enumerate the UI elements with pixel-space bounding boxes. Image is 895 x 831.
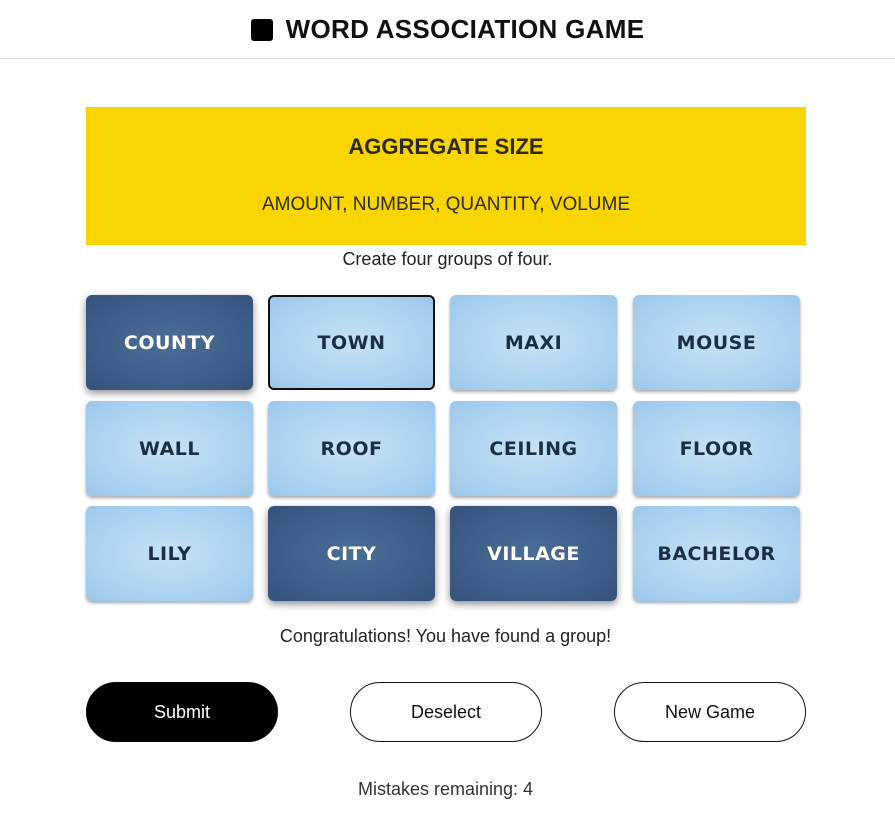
deselect-button[interactable]: Deselect — [350, 682, 542, 742]
header — [0, 0, 895, 59]
word-tile[interactable] — [86, 506, 253, 601]
word-tile[interactable] — [86, 295, 253, 390]
word-tile[interactable] — [268, 506, 435, 601]
tile-label: ROOF — [320, 437, 383, 460]
submit-button[interactable]: Submit — [86, 682, 278, 742]
tile-label: TOWN — [317, 331, 386, 354]
word-tile[interactable] — [86, 401, 253, 496]
solved-group-yellow — [86, 107, 806, 245]
tile-label: VILLAGE — [487, 542, 580, 565]
tile-label: WALL — [138, 437, 201, 460]
solved-group-words: AMOUNT, NUMBER, QUANTITY, VOLUME — [261, 194, 631, 215]
tile-label: FLOOR — [679, 437, 754, 460]
word-tile[interactable] — [268, 401, 435, 496]
word-tile[interactable] — [450, 506, 617, 601]
word-tile[interactable] — [633, 295, 800, 390]
word-tile[interactable] — [450, 295, 617, 390]
word-tile[interactable] — [450, 401, 617, 496]
new-game-button[interactable]: New Game — [614, 682, 806, 742]
tile-label: BACHELOR — [657, 542, 776, 565]
tile-label: COUNTY — [123, 331, 216, 354]
word-tile[interactable] — [268, 295, 435, 390]
mistakes-remaining: Mistakes remaining: 4 — [357, 779, 534, 799]
tile-label: CITY — [326, 542, 377, 565]
tile-label: LILY — [147, 542, 192, 565]
black-square-icon — [251, 19, 273, 41]
word-tile[interactable] — [633, 506, 800, 601]
tile-label: MAXI — [504, 331, 563, 354]
tile-label: CEILING — [489, 437, 578, 460]
tile-label: MOUSE — [676, 331, 757, 354]
instructions: Create four groups of four. — [342, 249, 553, 269]
word-tile[interactable] — [633, 401, 800, 496]
solved-group-title: AGGREGATE SIZE — [348, 134, 544, 159]
status-message: Congratulations! You have found a group! — [279, 626, 612, 646]
game-title: WORD ASSOCIATION GAME — [285, 13, 645, 44]
